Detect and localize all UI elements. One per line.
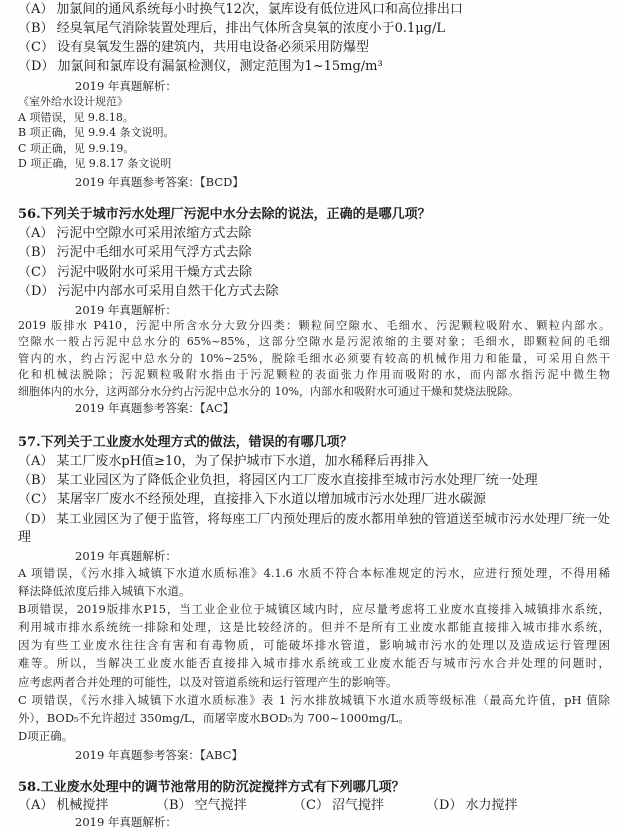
analysis-line: 应考虑两者合并处理的可能性，以及对管道系统和运行管理产生的影响等。	[18, 674, 398, 689]
option-c	[18, 490, 610, 509]
analysis-line: 化和机械法脱除；污泥颗粒吸附水指由于污泥颗粒的表面张力作用而吸附的水，而内部水指污泥中微生物	[18, 368, 610, 381]
option-d	[18, 509, 610, 528]
analysis-line: A 项错误，见 9.8.18。	[18, 110, 134, 124]
option-label: （B）	[18, 245, 54, 260]
option-row	[18, 797, 610, 815]
option-b	[156, 797, 293, 815]
option-text: 污泥中内部水可采用自然干化方式去除	[57, 284, 279, 299]
reference-answer: 2019 年真题参考答案：【AC】	[75, 401, 235, 415]
option-text: 某工厂废水pH值≥10，为了保护城市下水道，加水稀释后再排入	[56, 453, 429, 469]
option-text: 加氯间和氯库设有漏氯检测仪，测定范围为1~15mg/m³	[57, 59, 383, 74]
option-text: 加氯间的通风系统每小时换气12次，氯库设有低位进风口和高位排出口	[56, 2, 463, 17]
option-c	[293, 797, 426, 815]
analysis-line: A 项错误，《污水排入城镇下水道水质标准》4.1.6 水质不符合本标准规定的污水，应进行预处理，不得用稀	[18, 565, 610, 580]
analysis-line: 细胞体内的水分，这两部分水分约占污泥中总水分的 10%，内部水和吸附水可通过干燥和焚烧法脱除。	[18, 384, 519, 398]
option-text: 污泥中吸附水可采用干燥方式去除	[56, 264, 252, 280]
analysis-line: 释法降低浓度后排入城镇下水道。	[18, 584, 191, 599]
analysis-heading: 2019 年真题解析：	[75, 548, 177, 563]
question-block-56	[18, 205, 610, 417]
option-label: （C）	[293, 798, 329, 814]
question-block-continued	[18, 0, 610, 190]
option-label: （A）	[18, 225, 54, 241]
option-label: （D）	[18, 284, 55, 299]
analysis-line: 难等。所以，当解决工业废水能否直接排入城市排水系统或工业废水能否与城市污水合并处理的问题时，	[18, 656, 610, 671]
analysis-line: 因为有些工业废水往往含有害和有毒物质，可能破坏排水管道，影响城市污水的处理以及造成运行管理困	[18, 638, 610, 653]
option-d	[426, 797, 517, 815]
analysis-line: B项错误，2019版排水P15，当工业企业位于城镇区域内时，应尽量考虑将工业废水直接排入城镇排水系统，	[18, 602, 610, 617]
option-text: 经臭氧尾气消除装置处理后，排出气体所含臭氧的浓度小于0.1μg/L	[56, 21, 446, 36]
option-c	[18, 263, 610, 283]
option-c	[18, 38, 610, 57]
option-text: 污泥中空隙水可采用浓缩方式去除	[56, 225, 252, 241]
option-a	[18, 224, 610, 244]
option-label: （B）	[156, 798, 192, 814]
option-a	[18, 797, 156, 815]
option-text: 设有臭氧发生器的建筑内，共用电设备必须采用防爆型	[56, 40, 369, 55]
option-label: （B）	[18, 472, 54, 488]
option-a	[18, 452, 610, 471]
option-label: （D）	[18, 59, 55, 74]
reference-answer: 2019 年真题参考答案：【BCD】	[75, 175, 244, 189]
option-text: 沼气搅拌	[331, 798, 384, 814]
option-label: （B）	[18, 21, 54, 36]
option-label: （D）	[426, 798, 463, 814]
option-label: （C）	[18, 264, 54, 280]
analysis-line: 管内的水，约占污泥中总水分的 10%~25%，脱除毛细水必须要有较高的机械作用力和能量，可采用自然干	[18, 351, 610, 365]
analysis-line: 《室外给水设计规范》	[18, 95, 128, 108]
option-label: （C）	[18, 491, 54, 507]
analysis-line: C 项错误，《污水排入城镇下水道水质标准》表 1 污水排放城镇下水道水质等级标准（最高允许值，pH 值除	[18, 692, 610, 707]
analysis-line: 2019 版排水 P410，污泥中所含水分大致分四类：颗粒间空隙水、毛细水、污泥颗粒吸附水、颗粒内部水。	[18, 318, 610, 332]
option-b	[18, 471, 610, 490]
analysis-line: B 项正确，见 9.9.4 条文说明。	[18, 126, 175, 139]
analysis-line: C 项正确，见 9.9.19。	[18, 141, 135, 155]
option-b	[18, 19, 610, 38]
option-d-continuation: 理	[18, 530, 32, 546]
question-block-58	[18, 778, 610, 830]
option-a	[18, 0, 610, 19]
option-text: 机械搅拌	[56, 798, 109, 814]
analysis-heading: 2019 年真题解析：	[75, 79, 177, 93]
analysis-line: 利用城市排水系统统一排除和处理，这是比较经济的。但并不是所有工业废水都能直接排入城市排水系统，	[18, 620, 610, 635]
option-label: （A）	[18, 2, 54, 17]
analysis-line: 空隙水一般占污泥中总水分的 65%~85%，这部分空隙水是污泥浓缩的主要对象；毛细水，即颗粒间的毛细	[18, 335, 610, 348]
analysis-line: 外），BOD₅不允许超过 350mg/L，而屠宰废水BOD₅为 700~1000mg/L。	[18, 710, 410, 725]
analysis-line: D项正确。	[18, 728, 74, 743]
option-text: 污泥中毛细水可采用气浮方式去除	[56, 245, 252, 260]
option-b	[18, 243, 610, 263]
question-stem-58: 58.工业废水处理中的调节池常用的防沉淀搅拌方式有下列哪几项？	[18, 780, 405, 796]
analysis-heading: 2019 年真题解析：	[75, 302, 177, 317]
option-label: （C）	[18, 40, 54, 55]
option-label: （D）	[18, 511, 54, 527]
question-block-57	[18, 433, 610, 763]
option-text: 某屠宰厂废水不经预处理，直接排入下水道以增加城市污水处理厂进水碳源	[56, 491, 486, 507]
option-text: 水力搅拌	[465, 798, 518, 814]
option-d	[18, 282, 610, 302]
option-text: 空气搅拌	[194, 798, 247, 814]
option-label: （A）	[18, 453, 54, 469]
reference-answer: 2019 年真题参考答案：【ABC】	[75, 747, 243, 762]
question-stem-57: 57.下列关于工业废水处理方式的做法，错误的有哪几项？	[18, 434, 353, 450]
option-text: 某工业园区为了降低企业负担，将园区内工厂废水直接排至城市污水处理厂统一处理	[56, 472, 538, 488]
option-text: 某工业园区为了便于监管，将每座工厂内预处理后的废水都用单独的管道送至城市污水处理厂统一处	[56, 511, 610, 527]
question-stem-56: 56.下列关于城市污水处理厂污泥中水分去除的说法，正确的是哪几项？	[18, 206, 431, 222]
analysis-heading: 2019 年真题解析：	[75, 815, 177, 830]
option-d	[18, 57, 610, 76]
analysis-line: D 项正确，见 9.8.17 条文说明	[18, 157, 172, 170]
option-label: （A）	[18, 798, 54, 814]
